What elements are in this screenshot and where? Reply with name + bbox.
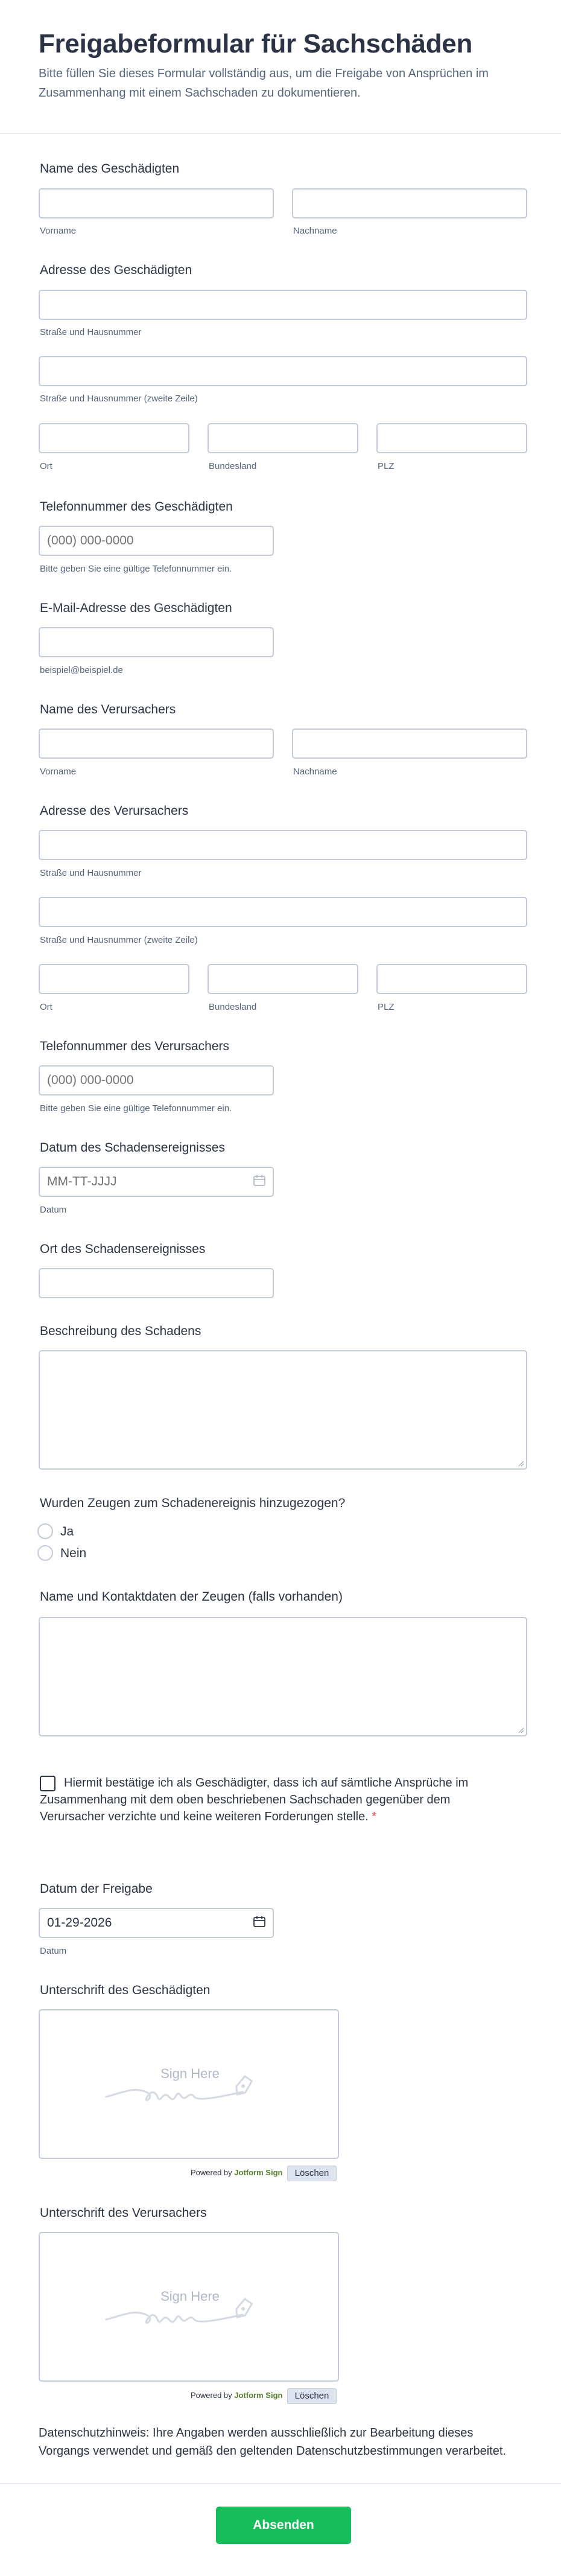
powered-by-text — [191, 2391, 282, 2400]
damage-description-label: Beschreibung des Schadens — [40, 1324, 201, 1338]
culprit-street-sublabel: Straße und Hausnummer — [40, 868, 142, 878]
culprit-street2-sublabel: Straße und Hausnummer (zweite Zeile) — [40, 935, 198, 945]
culprit-last-name-input[interactable] — [292, 728, 527, 759]
jotform-sign-link[interactable]: Jotform Sign — [234, 2391, 283, 2400]
confirm-text-body: Hiermit bestätige ich als Geschädigter, dass ich auf sämtliche Ansprüche im Zusammenhang mit dem oben beschriebenen Sachschaden gegenüber dem Verursacher verzichte und keine weiteren Forderungen stelle. — [40, 1776, 469, 1823]
incident-date-sublabel: Datum — [40, 1205, 67, 1215]
culprit-first-name-sublabel: Vorname — [40, 767, 77, 777]
release-date-field[interactable] — [39, 1908, 274, 1938]
culprit-phone-label: Telefonnummer des Verursachers — [40, 1039, 229, 1053]
culprit-street-input[interactable] — [39, 830, 527, 860]
form-subtitle: Bitte füllen Sie dieses Formular vollständig aus, um die Freigabe von Ansprüchen im Zusammenhang mit einem Sachschaden zu dokumentieren. — [39, 67, 489, 100]
powered-by-prefix: Powered by — [191, 2391, 232, 2400]
victim-last-name-input[interactable] — [292, 188, 527, 218]
culprit-zip-sublabel: PLZ — [378, 1002, 395, 1012]
calendar-icon[interactable] — [253, 1175, 265, 1186]
release-date-label: Datum der Freigabe — [40, 1882, 153, 1896]
jotform-sign-link[interactable]: Jotform Sign — [234, 2168, 283, 2177]
incident-date-input[interactable] — [39, 1167, 274, 1197]
sign-here-placeholder: Sign Here — [160, 2289, 220, 2304]
victim-phone-input[interactable] — [39, 526, 274, 556]
victim-email-label: E-Mail-Adresse des Geschädigten — [40, 601, 232, 615]
victim-name-label: Name des Geschädigten — [40, 162, 180, 176]
submit-button[interactable]: Absenden — [216, 2507, 351, 2544]
clear-signature-button[interactable]: Löschen — [287, 2166, 337, 2181]
victim-street2-input[interactable] — [39, 356, 527, 386]
culprit-signature-label: Unterschrift des Verursachers — [40, 2206, 207, 2220]
victim-street-input[interactable] — [39, 290, 527, 320]
victim-zip-input[interactable] — [376, 423, 527, 453]
culprit-city-sublabel: Ort — [40, 1002, 52, 1012]
privacy-notice: Datenschutzhinweis: Ihre Angaben werden ausschließlich zur Bearbeitung dieses Vorgangs verwendet und gemäß den geltenden Datenschutzbestimmungen verarbeitet. — [39, 2426, 506, 2458]
powered-by-prefix: Powered by — [191, 2168, 232, 2177]
victim-state-input[interactable] — [208, 423, 358, 453]
culprit-first-name-input[interactable] — [39, 728, 274, 759]
victim-zip-sublabel: PLZ — [378, 461, 395, 471]
witnesses-no-radio[interactable] — [37, 1545, 53, 1561]
culprit-zip-input[interactable] — [376, 964, 527, 994]
calendar-icon[interactable] — [253, 1916, 265, 1927]
culprit-state-input[interactable] — [208, 964, 358, 994]
victim-email-input[interactable] — [39, 627, 274, 657]
culprit-address-label: Adresse des Verursachers — [40, 804, 189, 818]
incident-date-label: Datum des Schadensereignisses — [40, 1141, 226, 1155]
incident-place-input[interactable] — [39, 1268, 274, 1298]
resize-handle-icon[interactable] — [517, 1726, 524, 1733]
victim-email-hint: beispiel@beispiel.de — [40, 665, 123, 675]
culprit-signature-pad[interactable] — [39, 2232, 339, 2382]
signature-scribble-icon — [100, 2068, 281, 2110]
witness-contacts-textarea[interactable] — [39, 1617, 527, 1736]
culprit-city-input[interactable] — [39, 964, 189, 994]
victim-street-sublabel: Straße und Hausnummer — [40, 327, 142, 337]
victim-first-name-input[interactable] — [39, 188, 274, 218]
victim-phone-hint: Bitte geben Sie eine gültige Telefonnummer ein. — [40, 564, 232, 574]
witnesses-label: Wurden Zeugen zum Schadenereignis hinzugezogen? — [40, 1496, 346, 1510]
powered-by-text — [191, 2168, 282, 2177]
required-asterisk: * — [372, 1810, 377, 1823]
victim-street2-sublabel: Straße und Hausnummer (zweite Zeile) — [40, 394, 198, 404]
culprit-street2-input[interactable] — [39, 897, 527, 927]
victim-signature-pad[interactable] — [39, 2009, 339, 2159]
victim-address-label: Adresse des Geschädigten — [40, 263, 192, 277]
form-title: Freigabeformular für Sachschäden — [39, 29, 473, 59]
culprit-last-name-sublabel: Nachname — [293, 767, 337, 777]
culprit-state-sublabel: Bundesland — [209, 1002, 257, 1012]
victim-state-sublabel: Bundesland — [209, 461, 257, 471]
victim-first-name-sublabel: Vorname — [40, 226, 77, 236]
victim-last-name-sublabel: Nachname — [293, 226, 337, 236]
culprit-phone-input[interactable] — [39, 1065, 274, 1095]
victim-city-sublabel: Ort — [40, 461, 52, 471]
victim-phone-label: Telefonnummer des Geschädigten — [40, 500, 233, 514]
incident-place-label: Ort des Schadensereignisses — [40, 1242, 206, 1256]
culprit-name-label: Name des Verursachers — [40, 703, 176, 716]
resize-handle-icon[interactable] — [517, 1459, 524, 1467]
witnesses-yes-radio[interactable] — [37, 1523, 53, 1539]
release-date-input[interactable] — [39, 1908, 274, 1938]
culprit-phone-hint: Bitte geben Sie eine gültige Telefonnummer ein. — [40, 1103, 232, 1114]
witness-contacts-label: Name und Kontaktdaten der Zeugen (falls vorhanden) — [40, 1590, 343, 1604]
witnesses-yes-label[interactable]: Ja — [60, 1525, 74, 1538]
damage-description-textarea[interactable] — [39, 1350, 527, 1470]
victim-city-input[interactable] — [39, 423, 189, 453]
victim-signature-label: Unterschrift des Geschädigten — [40, 1983, 211, 1997]
form-header — [0, 0, 561, 134]
witnesses-no-label[interactable]: Nein — [60, 1546, 87, 1560]
release-date-sublabel: Datum — [40, 1946, 67, 1956]
confirm-text — [40, 1774, 474, 1825]
clear-signature-button[interactable]: Löschen — [287, 2388, 337, 2404]
signature-scribble-icon — [100, 2291, 281, 2333]
sign-here-placeholder: Sign Here — [160, 2066, 220, 2081]
incident-date-field[interactable] — [39, 1167, 274, 1197]
